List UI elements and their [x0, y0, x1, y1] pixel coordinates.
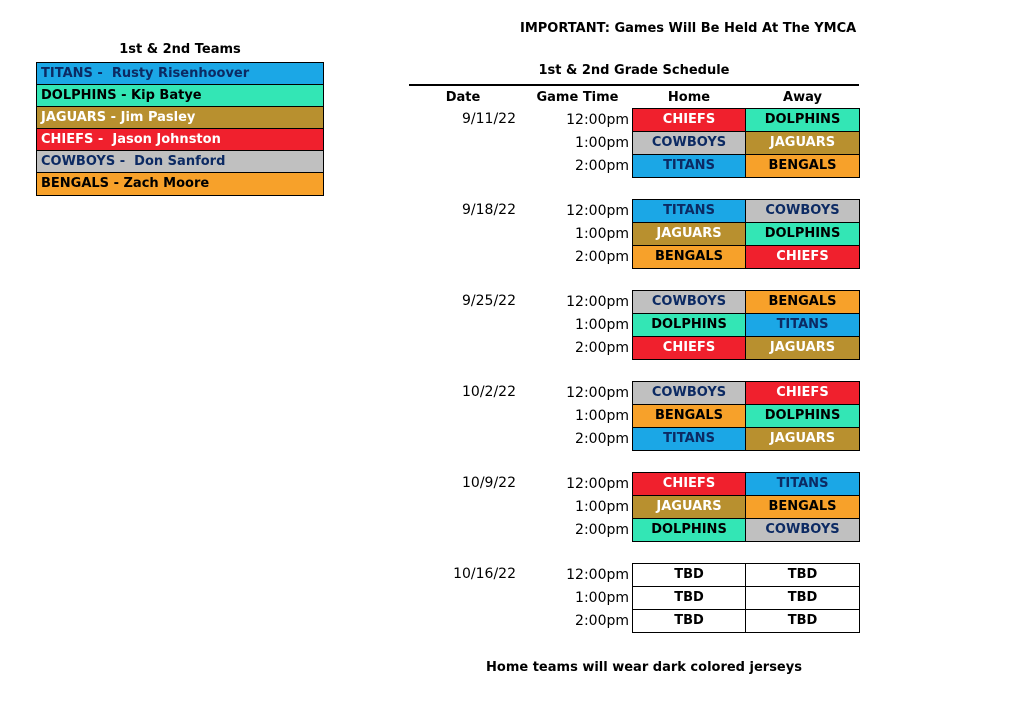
- game-time: 2:00pm: [575, 249, 629, 265]
- schedule-date: 10/2/22: [462, 384, 516, 400]
- away-team-cell: DOLPHINS: [746, 405, 859, 427]
- home-team-cell: CHIEFS: [633, 337, 746, 359]
- game-row: [633, 200, 859, 223]
- home-team-cell: TBD: [633, 610, 746, 632]
- home-team-cell: JAGUARS: [633, 496, 746, 518]
- home-team-cell: TBD: [633, 587, 746, 609]
- schedule-date: 9/25/22: [462, 293, 516, 309]
- game-time: 12:00pm: [566, 385, 629, 401]
- game-time: 2:00pm: [575, 613, 629, 629]
- footer-note: Home teams will wear dark colored jerseys: [486, 660, 802, 675]
- away-team-cell: TBD: [746, 564, 859, 586]
- game-row: [633, 337, 859, 359]
- game-row: [633, 610, 859, 632]
- game-time: 2:00pm: [575, 340, 629, 356]
- teams-title: 1st & 2nd Teams: [119, 42, 241, 57]
- home-team-cell: COWBOYS: [633, 382, 746, 404]
- team-row-titans: TITANS - Rusty Risenhoover: [37, 63, 323, 85]
- game-time: 1:00pm: [575, 408, 629, 424]
- team-row-dolphins: DOLPHINS - Kip Batye: [37, 85, 323, 107]
- team-row-jaguars: JAGUARS - Jim Pasley: [37, 107, 323, 129]
- game-time: 12:00pm: [566, 203, 629, 219]
- schedule-date: 9/18/22: [462, 202, 516, 218]
- game-time: 2:00pm: [575, 158, 629, 174]
- game-row: [633, 496, 859, 519]
- game-row: [633, 564, 859, 587]
- schedule-title: 1st & 2nd Grade Schedule: [538, 63, 730, 78]
- game-time: 1:00pm: [575, 499, 629, 515]
- game-row: [633, 155, 859, 177]
- header-game-time: Game Time: [536, 90, 619, 105]
- game-row: [633, 109, 859, 132]
- home-team-cell: COWBOYS: [633, 132, 746, 154]
- team-row-chiefs: CHIEFS - Jason Johnston: [37, 129, 323, 151]
- away-team-cell: DOLPHINS: [746, 223, 859, 245]
- teams-list: [36, 62, 324, 196]
- game-time: 12:00pm: [566, 294, 629, 310]
- game-time: 1:00pm: [575, 226, 629, 242]
- team-row-cowboys: COWBOYS - Don Sanford: [37, 151, 323, 173]
- game-block: [632, 381, 860, 451]
- game-time: 12:00pm: [566, 476, 629, 492]
- game-block: [632, 290, 860, 360]
- home-team-cell: TITANS: [633, 428, 746, 450]
- game-time: 12:00pm: [566, 567, 629, 583]
- game-block: [632, 472, 860, 542]
- away-team-cell: JAGUARS: [746, 132, 859, 154]
- header-home: Home: [667, 90, 711, 105]
- game-row: [633, 473, 859, 496]
- header-away: Away: [783, 90, 822, 105]
- home-team-cell: TBD: [633, 564, 746, 586]
- game-row: [633, 382, 859, 405]
- game-row: [633, 519, 859, 541]
- game-row: [633, 223, 859, 246]
- away-team-cell: BENGALS: [746, 291, 859, 313]
- away-team-cell: COWBOYS: [746, 200, 859, 222]
- game-row: [633, 314, 859, 337]
- game-time: 1:00pm: [575, 135, 629, 151]
- away-team-cell: CHIEFS: [746, 382, 859, 404]
- schedule-divider: [409, 84, 859, 86]
- game-block: [632, 108, 860, 178]
- game-time: 12:00pm: [566, 112, 629, 128]
- game-block: [632, 199, 860, 269]
- away-team-cell: BENGALS: [746, 496, 859, 518]
- home-team-cell: CHIEFS: [633, 109, 746, 131]
- game-row: [633, 587, 859, 610]
- home-team-cell: TITANS: [633, 155, 746, 177]
- game-time: 2:00pm: [575, 431, 629, 447]
- home-team-cell: TITANS: [633, 200, 746, 222]
- important-notice: IMPORTANT: Games Will Be Held At The YMCA: [520, 21, 857, 36]
- away-team-cell: BENGALS: [746, 155, 859, 177]
- home-team-cell: CHIEFS: [633, 473, 746, 495]
- away-team-cell: CHIEFS: [746, 246, 859, 268]
- away-team-cell: COWBOYS: [746, 519, 859, 541]
- home-team-cell: BENGALS: [633, 405, 746, 427]
- schedule-date: 10/16/22: [453, 566, 516, 582]
- schedule-date: 10/9/22: [462, 475, 516, 491]
- away-team-cell: TITANS: [746, 314, 859, 336]
- away-team-cell: JAGUARS: [746, 337, 859, 359]
- home-team-cell: DOLPHINS: [633, 519, 746, 541]
- home-team-cell: BENGALS: [633, 246, 746, 268]
- game-time: 1:00pm: [575, 317, 629, 333]
- team-row-bengals: BENGALS - Zach Moore: [37, 173, 323, 195]
- game-row: [633, 405, 859, 428]
- away-team-cell: DOLPHINS: [746, 109, 859, 131]
- away-team-cell: TBD: [746, 587, 859, 609]
- game-row: [633, 246, 859, 268]
- game-time: 1:00pm: [575, 590, 629, 606]
- away-team-cell: JAGUARS: [746, 428, 859, 450]
- away-team-cell: TBD: [746, 610, 859, 632]
- game-row: [633, 132, 859, 155]
- schedule-date: 9/11/22: [462, 111, 516, 127]
- home-team-cell: COWBOYS: [633, 291, 746, 313]
- away-team-cell: TITANS: [746, 473, 859, 495]
- game-row: [633, 428, 859, 450]
- home-team-cell: DOLPHINS: [633, 314, 746, 336]
- home-team-cell: JAGUARS: [633, 223, 746, 245]
- game-row: [633, 291, 859, 314]
- game-time: 2:00pm: [575, 522, 629, 538]
- game-block: [632, 563, 860, 633]
- header-date: Date: [445, 90, 481, 105]
